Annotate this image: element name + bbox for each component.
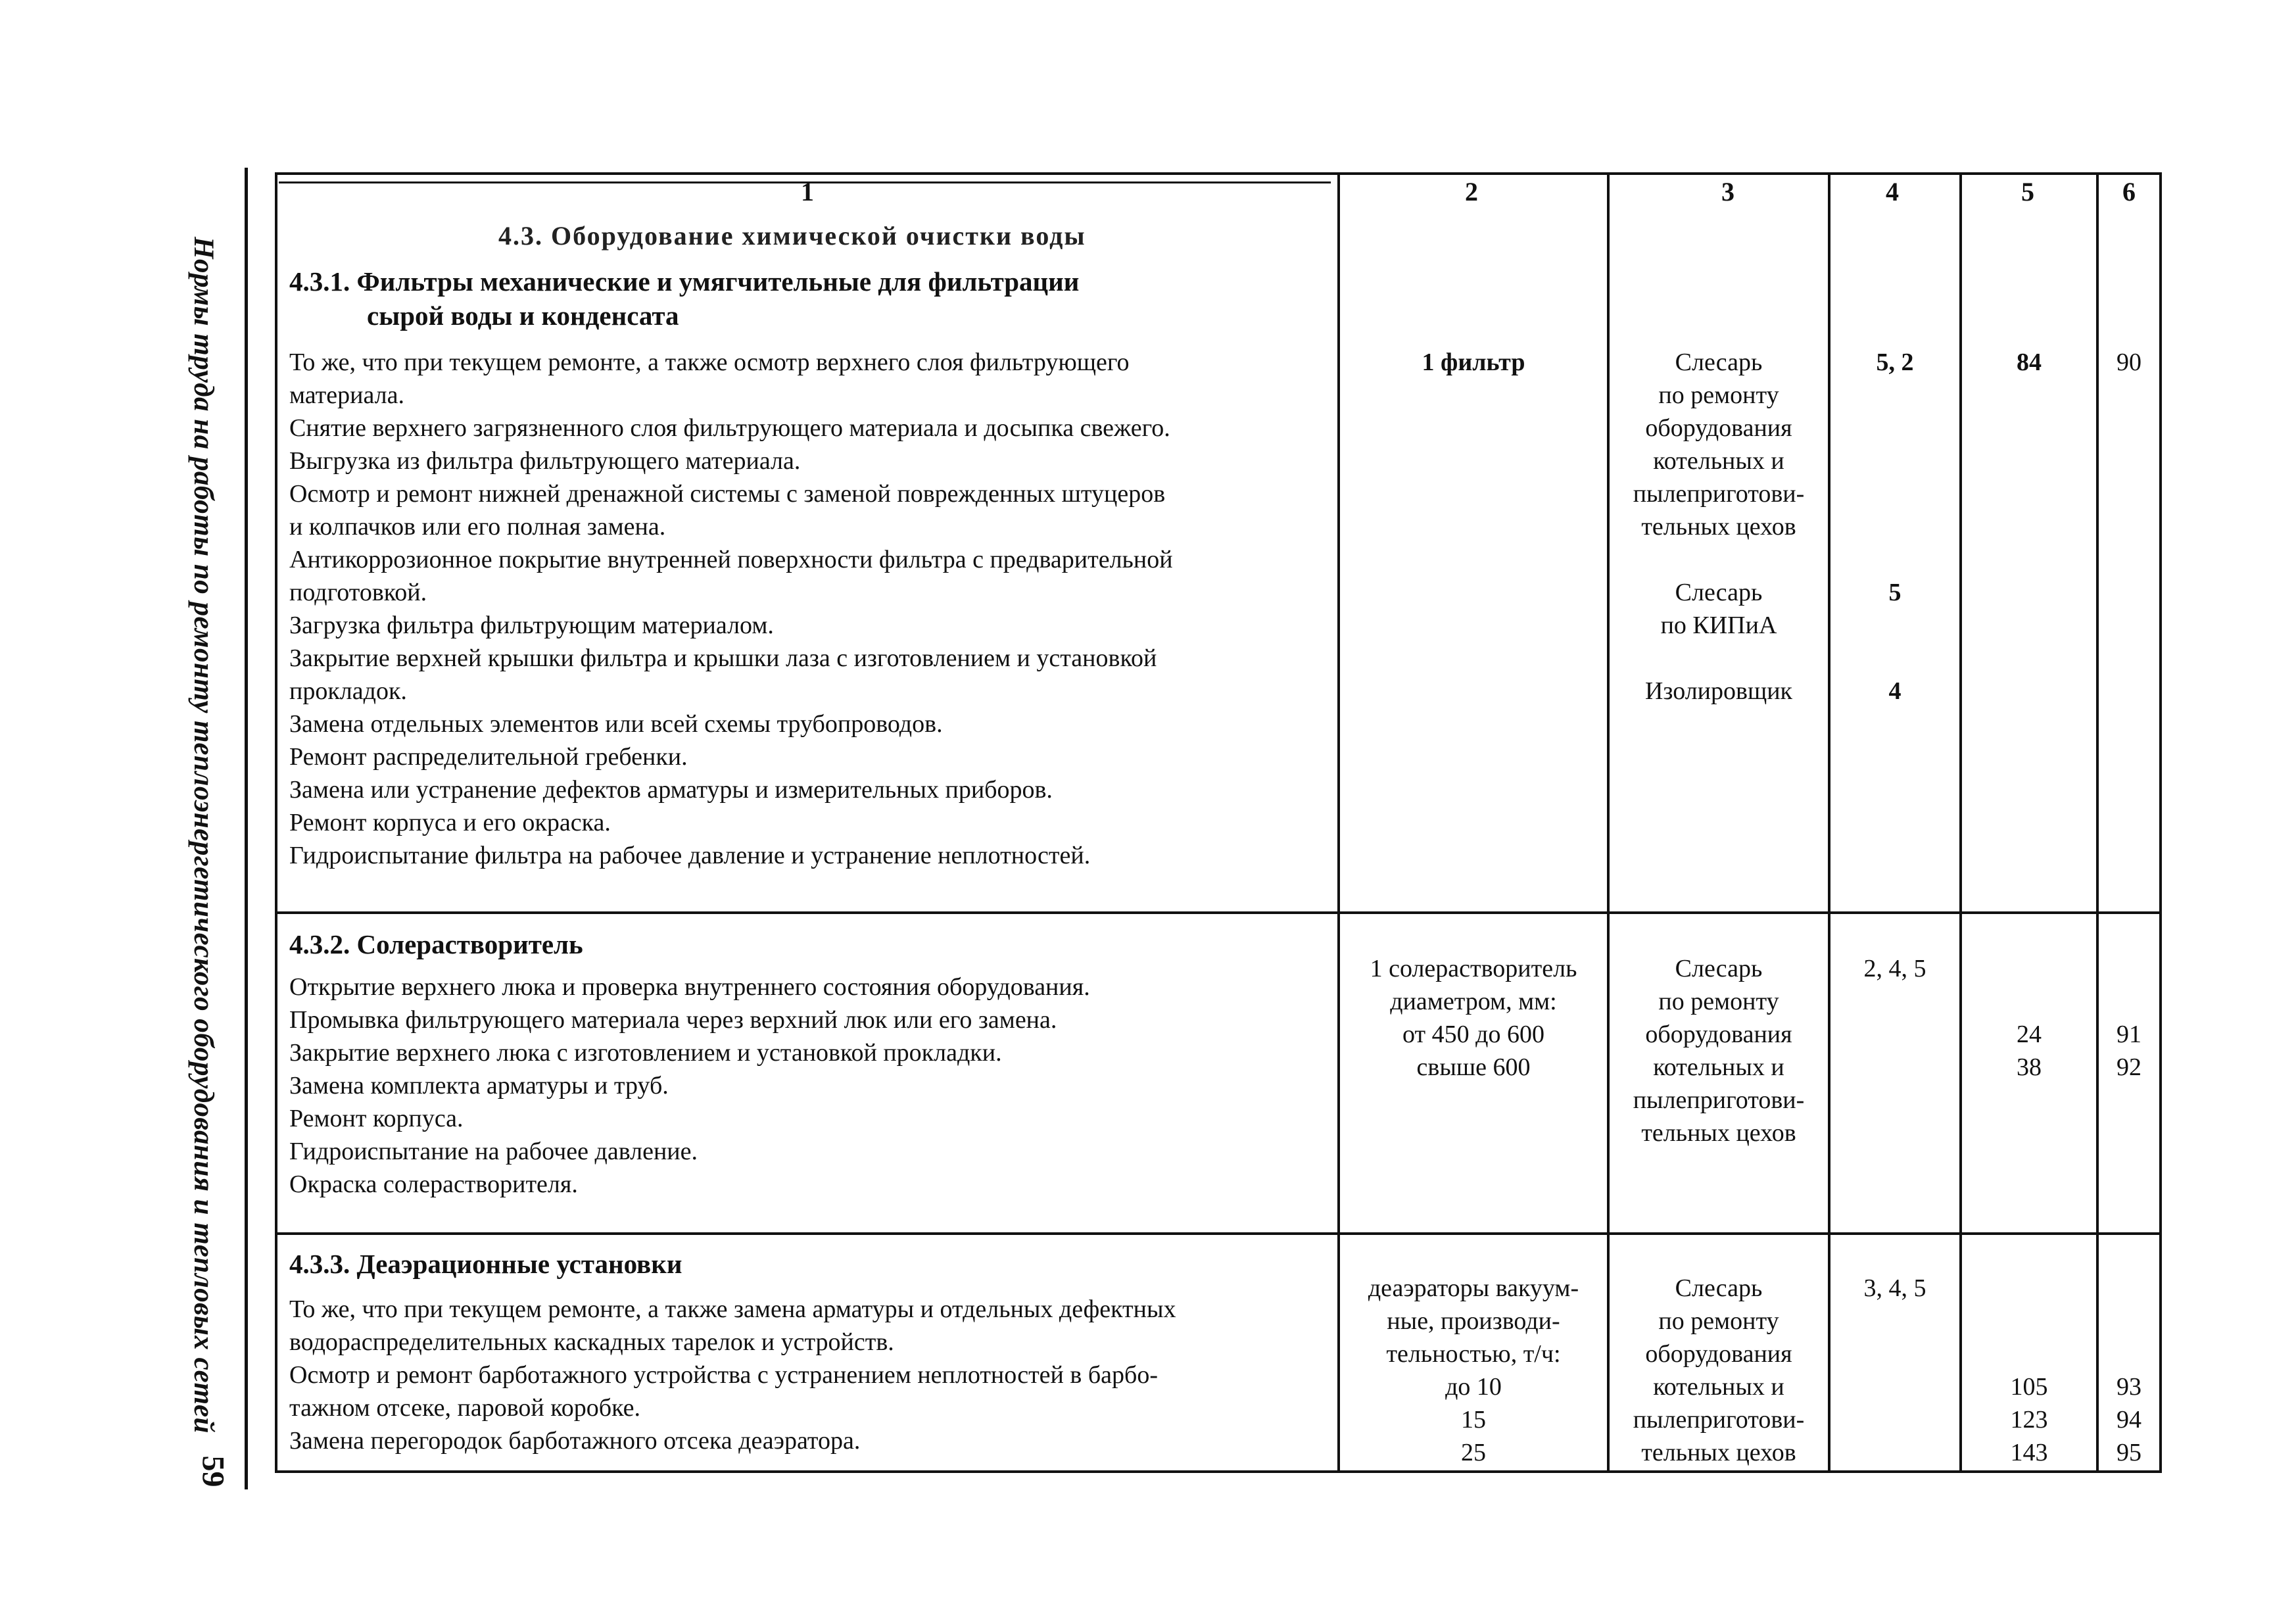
norm-line — [1962, 1272, 2096, 1305]
worker-line: тельных цехов — [1641, 1439, 1796, 1466]
grade-value: 5, 2 — [1876, 349, 1914, 376]
work-line: прокладок. — [289, 677, 407, 705]
worker-cell — [1610, 346, 1828, 708]
ref-line — [2099, 1338, 2159, 1370]
worker-line: тельных цехов — [1641, 513, 1796, 541]
ref-line — [2099, 1305, 2159, 1338]
column-number: 2 — [1465, 177, 1478, 206]
section-title-cont: сырой воды и конденсата — [367, 301, 679, 331]
column-number: 6 — [2122, 177, 2136, 206]
ref-line: 93 — [2117, 1373, 2141, 1401]
worker-line: котельных и — [1653, 447, 1784, 475]
worker-line: оборудования — [1645, 1021, 1792, 1048]
work-line: Снятие верхнего загрязненного слоя фильтрующего материала и досыпка свежего. — [289, 414, 1170, 442]
unit-line: ные, производи- — [1387, 1307, 1560, 1335]
worker-cell — [1610, 952, 1828, 1149]
work-line: Замена или устранение дефектов арматуры и измерительных приборов. — [289, 776, 1053, 804]
worker-cell — [1610, 1272, 1828, 1469]
work-description — [289, 1293, 1335, 1457]
worker-line: пылеприготови- — [1633, 1086, 1805, 1114]
worker-line: тельных цехов — [1641, 1119, 1796, 1147]
work-line: Окраска солерастворителя. — [289, 1171, 578, 1198]
worker-line: Слесарь — [1675, 955, 1763, 982]
work-line: Ремонт корпуса и его окраска. — [289, 809, 611, 836]
side-header-text: Нормы труда на работы по ремонту теплоэнергетического оборудования и тепловых сетей — [188, 237, 219, 1434]
norm-line: 105 — [2010, 1373, 2048, 1401]
worker-line: котельных и — [1653, 1373, 1784, 1401]
grade-cell — [1830, 346, 1959, 708]
column-number: 4 — [1886, 177, 1899, 206]
worker-line — [1610, 543, 1828, 576]
worker-line: оборудования — [1645, 414, 1792, 442]
worker-line: пылеприготови- — [1633, 1406, 1805, 1434]
ref-line: 92 — [2117, 1053, 2141, 1081]
norm-line — [1962, 1305, 2096, 1338]
grade-cell: 2, 4, 5 — [1863, 955, 1926, 982]
worker-line — [1610, 642, 1828, 675]
worker-line: Слесарь — [1675, 1274, 1763, 1302]
norm-line — [1962, 952, 2096, 985]
work-line: Ремонт корпуса. — [289, 1105, 464, 1132]
ref-cell: 90 — [2117, 349, 2141, 376]
worker-line: по ремонту — [1658, 988, 1779, 1015]
work-line: Выгрузка из фильтра фильтрующего материала. — [289, 447, 801, 475]
norm-line — [1962, 985, 2096, 1018]
grade-value: 5 — [1888, 579, 1901, 606]
norm-line: 38 — [2017, 1053, 2042, 1081]
work-line: То же, что при текущем ремонте, а также осмотр верхнего слоя фильтрующего — [289, 349, 1130, 376]
work-line: Закрытие верхнего люка с изготовлением и установкой прокладки. — [289, 1039, 1002, 1067]
unit-line: 15 — [1461, 1406, 1486, 1434]
row-divider — [275, 1232, 2162, 1235]
work-line: Осмотр и ремонт барботажного устройства с устранением неплотностей в барбо- — [289, 1361, 1159, 1389]
row-divider — [275, 911, 2162, 914]
ref-line: 91 — [2117, 1021, 2141, 1048]
grade-value: 4 — [1888, 677, 1901, 705]
worker-line: котельных и — [1653, 1053, 1784, 1081]
table-border-left — [275, 172, 277, 1473]
column-number: 1 — [801, 177, 814, 206]
section-title: 4.3.3. Деаэрационные установки — [289, 1249, 682, 1279]
unit-cell — [1340, 952, 1607, 1084]
work-line: Гидроиспытание фильтра на рабочее давление и устранение неплотностей. — [289, 842, 1091, 869]
unit-line: до 10 — [1445, 1373, 1502, 1401]
unit-line: 1 солерастворитель — [1370, 955, 1577, 982]
work-line: Замена перегородок барботажного отсека деаэратора. — [289, 1427, 861, 1455]
ref-line — [2099, 1272, 2159, 1305]
work-line: материала. — [289, 381, 405, 409]
table-border-right — [2159, 172, 2162, 1473]
norm-cell — [1962, 952, 2096, 1084]
table-border-bottom — [275, 1470, 2162, 1473]
work-line: Замена отдельных элементов или всей схемы трубопроводов. — [289, 710, 943, 738]
unit-line: диаметром, мм: — [1390, 988, 1557, 1015]
ref-line — [2099, 985, 2159, 1018]
norm-line — [1962, 1338, 2096, 1370]
worker-line: по ремонту — [1658, 1307, 1779, 1335]
section-title: 4.3.2. Солерастворитель — [289, 929, 583, 959]
column-number: 5 — [2021, 177, 2034, 206]
worker-line: Изолировщик — [1644, 677, 1793, 705]
table-border-top — [275, 172, 2162, 175]
grade-cell: 3, 4, 5 — [1863, 1274, 1926, 1302]
work-line: Промывка фильтрующего материала через верхний люк или его замена. — [289, 1006, 1057, 1034]
page-number: 59 — [195, 1455, 231, 1487]
worker-line: пылеприготови- — [1633, 480, 1805, 508]
ref-cell — [2099, 952, 2159, 1084]
work-line: Антикоррозионное покрытие внутренней поверхности фильтра с предварительной — [289, 546, 1173, 573]
ref-line: 95 — [2117, 1439, 2141, 1466]
side-rule — [245, 168, 248, 1489]
side-header — [172, 237, 231, 1473]
unit-line: от 450 до 600 — [1402, 1021, 1544, 1048]
work-line: тажном отсеке, паровой коробке. — [289, 1394, 640, 1422]
work-line: Открытие верхнего люка и проверка внутреннего состояния оборудования. — [289, 973, 1090, 1001]
section-title: 4.3.1. Фильтры механические и умягчительные для фильтрации — [289, 266, 1080, 297]
unit-line: свыше 600 — [1416, 1053, 1531, 1081]
work-line: Ремонт распределительной гребенки. — [289, 743, 688, 771]
chapter-heading: 4.3. Оборудование химической очистки воды — [498, 221, 1086, 251]
unit-line: 25 — [1461, 1439, 1486, 1466]
ref-line: 94 — [2117, 1406, 2141, 1434]
norm-cell — [1962, 1272, 2096, 1469]
work-line: Осмотр и ремонт нижней дренажной системы с заменой поврежденных штуцеров — [289, 480, 1166, 508]
unit-cell — [1340, 1272, 1607, 1469]
norm-line: 123 — [2010, 1406, 2048, 1434]
worker-line: Слесарь — [1675, 579, 1763, 606]
norm-line: 24 — [2017, 1021, 2042, 1048]
work-line: Гидроиспытание на рабочее давление. — [289, 1138, 698, 1165]
work-line: Замена комплекта арматуры и труб. — [289, 1072, 669, 1099]
column-number: 3 — [1721, 177, 1734, 206]
worker-line: по ремонту — [1658, 381, 1779, 409]
work-description — [289, 971, 1335, 1201]
worker-line: оборудования — [1645, 1340, 1792, 1368]
ref-cell — [2099, 1272, 2159, 1469]
work-line: подготовкой. — [289, 579, 427, 606]
worker-line: Слесарь — [1675, 349, 1763, 376]
norm-line: 143 — [2010, 1439, 2048, 1466]
work-line: То же, что при текущем ремонте, а также замена арматуры и отдельных дефектных — [289, 1295, 1176, 1323]
ref-line — [2099, 952, 2159, 985]
norms-table — [275, 172, 2162, 1473]
norm-cell: 84 — [2017, 349, 2042, 376]
worker-line: по КИПиА — [1660, 612, 1777, 639]
work-line: Закрытие верхней крышки фильтра и крышки лаза с изготовлением и установкой — [289, 644, 1157, 672]
work-line: водораспределительных каскадных тарелок и устройств. — [289, 1328, 894, 1356]
work-description — [289, 346, 1335, 872]
work-line: Загрузка фильтра фильтрующим материалом. — [289, 612, 774, 639]
unit-line: деаэраторы вакуум- — [1368, 1274, 1579, 1302]
unit-line: тельностью, т/ч: — [1386, 1340, 1561, 1368]
work-line: и колпачков или его полная замена. — [289, 513, 666, 541]
unit-cell: 1 фильтр — [1422, 349, 1525, 376]
